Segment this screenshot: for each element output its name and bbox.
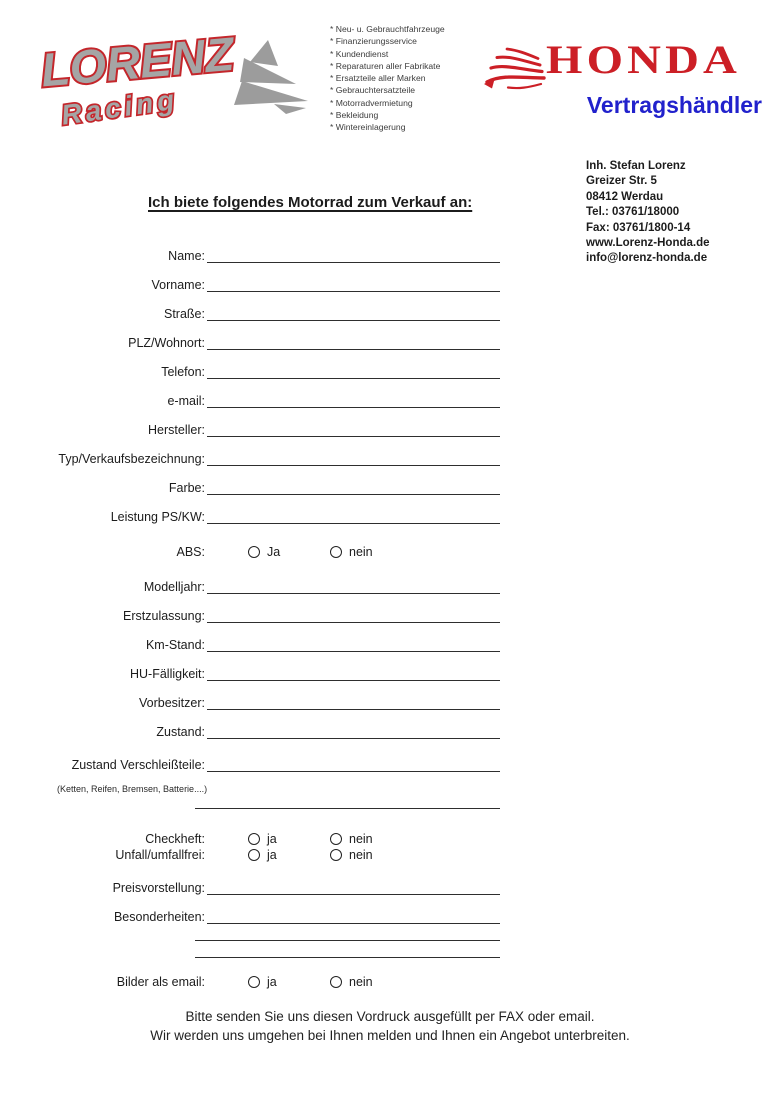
field-row-email bbox=[35, 391, 500, 408]
radio-bilder-nein[interactable] bbox=[330, 976, 342, 988]
bilder-option-ja bbox=[248, 975, 330, 989]
radio-checkheft-ja[interactable] bbox=[248, 833, 260, 845]
field-label: Name: bbox=[168, 249, 205, 263]
field-label: PLZ/Wohnort: bbox=[128, 336, 205, 350]
unfall-option-nein bbox=[330, 848, 412, 862]
service-item: * Motorradvermietung bbox=[330, 97, 413, 108]
field-label: Farbe: bbox=[168, 481, 205, 495]
service-item: * Wintereinlagerung bbox=[330, 122, 406, 133]
km-stand-input-line[interactable] bbox=[207, 637, 500, 652]
vorname-input-line[interactable] bbox=[207, 277, 500, 292]
email-input-line[interactable] bbox=[207, 393, 500, 408]
field-label: HU-Fälligkeit: bbox=[129, 667, 205, 681]
field-label: Leistung PS/KW: bbox=[110, 510, 205, 524]
field-row-vorbesitzer bbox=[35, 693, 500, 710]
radio-checkheft-nein[interactable] bbox=[330, 833, 342, 845]
bilder-option-nein bbox=[330, 975, 412, 989]
dealer-label: Vertragshändler bbox=[586, 92, 762, 118]
lorenz-logo-text: LORENZ bbox=[38, 26, 236, 97]
field-row-verschleissteile bbox=[35, 755, 500, 772]
radio-label: ja bbox=[267, 975, 277, 989]
form-title: Ich biete folgendes Motorrad zum Verkauf an: bbox=[148, 194, 473, 211]
field-label: Zustand: bbox=[156, 725, 205, 739]
field-row-vorname bbox=[35, 275, 500, 292]
farbe-input-line[interactable] bbox=[207, 480, 500, 495]
lorenz-logo-graphic bbox=[38, 26, 313, 144]
field-label: Checkheft: bbox=[145, 832, 205, 846]
footer-line-1: Bitte senden Sie uns diesen Vordruck ausgefüllt per FAX oder email. bbox=[185, 1009, 595, 1024]
racing-logo-text: Racing bbox=[59, 83, 180, 131]
contact-city: 08412 Werdau bbox=[586, 190, 664, 203]
footer-line-2: Wir werden uns umgehen bei Ihnen melden und Ihnen ein Angebot unterbreiten. bbox=[150, 1027, 630, 1043]
checkheft-option-nein bbox=[330, 832, 412, 846]
field-label: Vorname: bbox=[151, 278, 205, 292]
lorenz-racing-logo bbox=[38, 26, 313, 144]
erstzulassung-input-line[interactable] bbox=[207, 608, 500, 623]
besonderheiten-input-line[interactable] bbox=[207, 909, 500, 924]
contact-block bbox=[586, 159, 710, 267]
abs-option-nein bbox=[330, 545, 412, 559]
field-row-strasse bbox=[35, 304, 500, 321]
bilder-radio-row bbox=[35, 972, 500, 989]
contact-email: info@lorenz-honda.de bbox=[586, 252, 708, 265]
modelljahr-input-line[interactable] bbox=[207, 579, 500, 594]
field-row-besonderheiten bbox=[35, 907, 500, 924]
service-item: * Neu- u. Gebrauchtfahrzeuge bbox=[330, 24, 445, 34]
field-label: Vorbesitzer: bbox=[138, 696, 205, 710]
radio-label: nein bbox=[349, 545, 373, 559]
honda-wing-icon bbox=[482, 42, 546, 96]
field-row-plz-wohnort bbox=[35, 333, 500, 350]
field-label: Hersteller: bbox=[148, 423, 205, 437]
field-row-leistung bbox=[35, 507, 500, 524]
field-label: Telefon: bbox=[161, 365, 205, 379]
field-label: Erstzulassung: bbox=[123, 609, 205, 623]
name-input-line[interactable] bbox=[207, 248, 500, 263]
field-row-hersteller bbox=[35, 420, 500, 437]
field-row-preisvorstellung bbox=[35, 878, 500, 895]
telefon-input-line[interactable] bbox=[207, 364, 500, 379]
strasse-input-line[interactable] bbox=[207, 306, 500, 321]
zustand-input-line[interactable] bbox=[207, 724, 500, 739]
checkheft-option-ja bbox=[248, 832, 330, 846]
radio-label: ja bbox=[267, 848, 277, 862]
verschleissteile-note: (Ketten, Reifen, Bremsen, Batterie....) bbox=[57, 784, 208, 794]
services-list bbox=[330, 23, 445, 134]
field-row-typ bbox=[35, 449, 500, 466]
besonderheiten-extra-line[interactable] bbox=[195, 940, 500, 941]
contact-owner: Inh. Stefan Lorenz bbox=[586, 160, 686, 172]
field-label: Unfall/umfallfrei: bbox=[115, 848, 205, 862]
leistung-input-line[interactable] bbox=[207, 509, 500, 524]
field-label: Bilder als email: bbox=[116, 975, 205, 989]
field-label: Km-Stand: bbox=[145, 638, 205, 652]
radio-label: Ja bbox=[267, 545, 281, 559]
field-label: Besonderheiten: bbox=[113, 910, 205, 924]
radio-abs-ja[interactable] bbox=[248, 546, 260, 558]
radio-bilder-ja[interactable] bbox=[248, 976, 260, 988]
unfall-radio-row bbox=[35, 847, 500, 862]
vorbesitzer-input-line[interactable] bbox=[207, 695, 500, 710]
radio-label: nein bbox=[349, 975, 373, 989]
field-row-erstzulassung bbox=[35, 606, 500, 623]
service-item: * Gebrauchtersatzteile bbox=[330, 85, 416, 96]
field-row-hu bbox=[35, 664, 500, 681]
service-item: * Kundendienst bbox=[330, 48, 389, 59]
verschleissteile-extra-line[interactable] bbox=[195, 808, 500, 809]
radio-unfall-nein[interactable] bbox=[330, 849, 342, 861]
radio-label: nein bbox=[349, 848, 373, 862]
honda-branding bbox=[480, 36, 764, 128]
service-item: * Finanzierungsservice bbox=[330, 36, 417, 47]
field-label: Zustand Verschleißteile: bbox=[71, 758, 205, 772]
field-label: Straße: bbox=[164, 307, 205, 321]
footer-note bbox=[0, 1008, 780, 1045]
field-label: e-mail: bbox=[167, 394, 205, 408]
field-row-farbe bbox=[35, 478, 500, 495]
honda-wordmark: HONDA bbox=[546, 36, 741, 82]
mountain-swoosh-icon bbox=[234, 40, 308, 114]
radio-label: ja bbox=[267, 832, 277, 846]
contact-fax: Fax: 03761/1800-14 bbox=[586, 221, 691, 234]
radio-label: nein bbox=[349, 832, 373, 846]
plz-wohnort-input-line[interactable] bbox=[207, 335, 500, 350]
checkheft-radio-row bbox=[35, 831, 500, 846]
besonderheiten-extra-line[interactable] bbox=[195, 957, 500, 958]
field-row-telefon bbox=[35, 362, 500, 379]
preisvorstellung-input-line[interactable] bbox=[207, 880, 500, 895]
field-label: Modelljahr: bbox=[143, 580, 205, 594]
field-row-zustand bbox=[35, 722, 500, 739]
verschleissteile-input-line[interactable] bbox=[207, 757, 500, 772]
radio-unfall-ja[interactable] bbox=[248, 849, 260, 861]
field-label: Typ/Verkaufsbezeichnung: bbox=[58, 452, 205, 466]
contact-website: www.Lorenz-Honda.de bbox=[586, 237, 710, 250]
radio-abs-nein[interactable] bbox=[330, 546, 342, 558]
abs-radio-row bbox=[35, 542, 500, 559]
hu-input-line[interactable] bbox=[207, 666, 500, 681]
abs-option-ja bbox=[248, 545, 330, 559]
service-item: * Ersatzteile aller Marken bbox=[330, 73, 426, 84]
typ-input-line[interactable] bbox=[207, 451, 500, 466]
service-item: * Reparaturen aller Fabrikate bbox=[330, 60, 441, 71]
contact-phone: Tel.: 03761/18000 bbox=[586, 206, 680, 219]
field-row-km-stand bbox=[35, 635, 500, 652]
form-body bbox=[35, 246, 500, 989]
field-row-name bbox=[35, 246, 500, 263]
field-label: Preisvorstellung: bbox=[112, 881, 205, 895]
field-label: ABS: bbox=[176, 545, 205, 559]
service-item: * Bekleidung bbox=[330, 110, 379, 121]
contact-street: Greizer Str. 5 bbox=[586, 175, 657, 188]
unfall-option-ja bbox=[248, 848, 330, 862]
field-row-modelljahr bbox=[35, 577, 500, 594]
hersteller-input-line[interactable] bbox=[207, 422, 500, 437]
